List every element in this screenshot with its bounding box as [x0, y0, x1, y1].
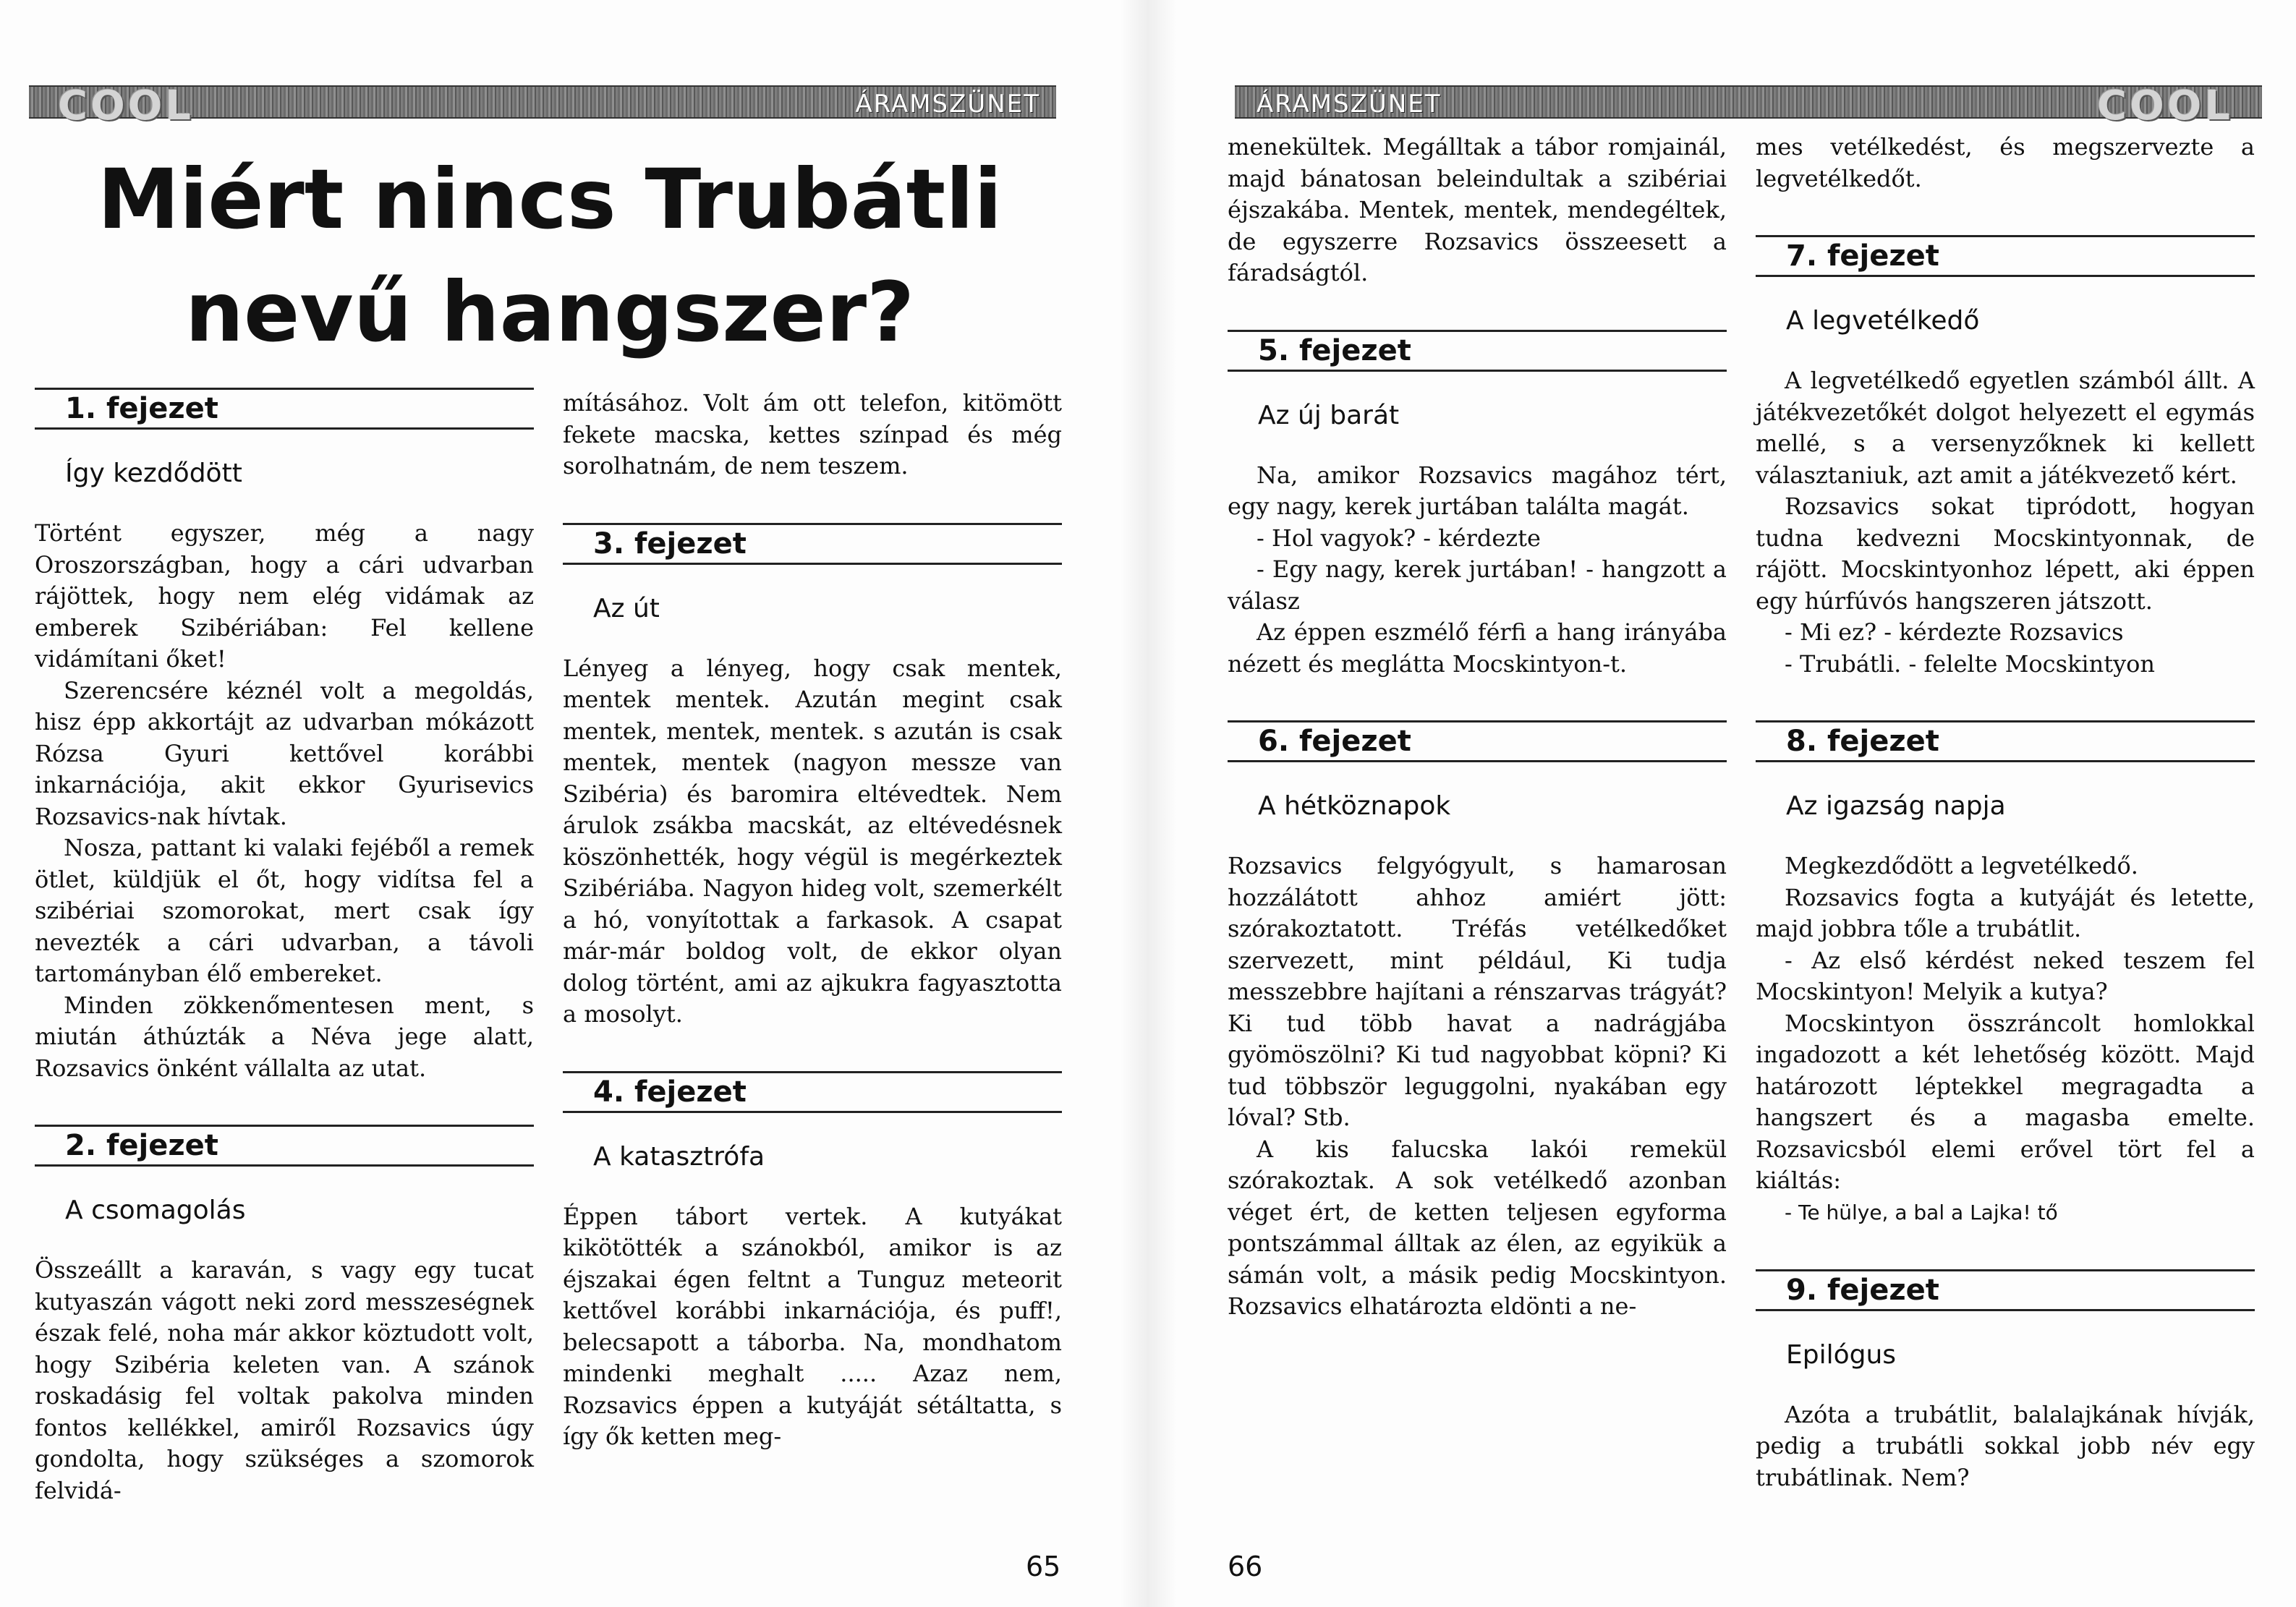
chapter-heading: 1. fejezet	[35, 388, 534, 430]
section-gap	[35, 1084, 534, 1125]
section-gap	[1756, 195, 2255, 235]
body-paragraph: Az éppen eszmélő férfi a hang irányába nézett és meglátta Mocskintyon-t.	[1228, 618, 1727, 678]
chapter-heading: 7. fejezet	[1756, 235, 2255, 277]
chapter-subtitle: A katasztrófa	[593, 1141, 765, 1172]
body-paragraph: A legvetélkedő egyetlen számból állt. A játékvezetőkét dolgot helyezett el egymás mellé, s a versenyzőknek ki kellett választaniuk, azt amit a játékvezető kért.	[1756, 367, 2255, 489]
chapter-heading: 5. fejezet	[1228, 330, 1727, 372]
chapter-subtitle: Epilógus	[1786, 1339, 1897, 1370]
body-paragraph: A kis falucska lakói remekül szórakoztak. A sok vetélkedő azonban véget ért, de ketten teljesen egyforma pontszámmal álltak az élen, az egyikük a sámán volt, a másik pedig Mocskintyon. Rozsavics elhatározta eldönti a ne-	[1228, 1135, 1727, 1320]
body-paragraph: Azóta a trubátlit, balalajkának hívják, pedig a trubátli sokkal jobb név egy trubátlinak. Nem?	[1756, 1400, 2255, 1491]
chapter-subtitle: A csomagolás	[65, 1195, 246, 1225]
page-number: 66	[1228, 1551, 1263, 1582]
section-gap	[1756, 1229, 2255, 1269]
magazine-logo: COOL	[58, 82, 194, 129]
section-gap	[563, 482, 1062, 523]
text-column	[1228, 132, 1727, 1323]
section-gap	[1228, 289, 1727, 330]
body-paragraph: mes vetélkedést, és megszervezte a legvetélkedőt.	[1756, 133, 2255, 192]
body-paragraph: Éppen tábort vertek. A kutyákat kikötötték a szánokból, amikor is az éjszakai égen feltnt a Tunguz meteorit kettővel korábbi inkarnációja, és puff!, belecsapott a táborba. Na, mondhatom mindenki meghalt ..... Azaz nem, Rozsavics éppen a kutyáját sétáltatta, s így ők ketten meg-	[563, 1202, 1062, 1450]
chapter-heading: 2. fejezet	[35, 1125, 534, 1167]
body-paragraph: Mocskintyon összráncolt homlokkal ingadozott a két lehetőség között. Majd határozott léptekkel megragadta a hangszert és a magasba emelte. Rozsavicsból elemi erővel tört fel a kiáltás:	[1756, 1009, 2255, 1194]
right-page	[1148, 0, 2296, 1607]
body-paragraph: Rozsavics fogta a kutyáját és letette, majd jobbra tőle a trubátlit.	[1756, 883, 2255, 942]
body-paragraph: Minden zökkenőmentesen ment, s miután áthúzták a Néva jege alatt, Rozsavics önként vállalta az utat.	[35, 991, 534, 1082]
page-header-bar	[29, 82, 1056, 129]
article-title-line-2: nevű hangszer?	[184, 264, 915, 360]
page-number: 65	[1026, 1551, 1061, 1582]
body-paragraph: - Mi ez? - kérdezte Rozsavics	[1785, 618, 2124, 646]
chapter-heading: 9. fejezet	[1756, 1269, 2255, 1311]
section-gap	[1756, 680, 2255, 720]
body-paragraph: Lényeg a lényeg, hogy csak mentek, mentek mentek. Azután megint csak mentek, mentek, mentek. s azután is csak mentek, mentek (nagyon messze van Szibéria) és baromira eltévedtek. Nem árulok zsákba macskát, az eltévedésnek köszönhették, hogy végül is megérkeztek Szibériába. Nagyon hideg volt, szemerkélt a hó, vonyítottak a farkasok. A csapat már-már boldog volt, de ekkor olyan dolog történt, ami az ajkukra fagyasztotta a mosolyt.	[563, 654, 1062, 1028]
chapter-subtitle: Így kezdődött	[65, 459, 242, 488]
text-column	[563, 388, 1062, 1453]
body-paragraph: - Te hülye, a bal a Lajka! tő	[1785, 1200, 2058, 1224]
body-paragraph: Rozsavics sokat tipródott, hogyan tudna kedvezni Mocskintyonnak, de rájött. Mocskintyonhoz lépett, aki éppen egy húrfúvós hangszeren játszott.	[1756, 493, 2255, 615]
chapter-subtitle: A legvetélkedő	[1786, 306, 1980, 336]
binding-shadow	[1148, 0, 1177, 1607]
chapter-subtitle: A hétköznapok	[1258, 791, 1451, 821]
chapter-subtitle: Az új barát	[1258, 400, 1400, 430]
body-paragraph: Szerencsére kéznél volt a megoldás, hisz épp akkortájt az udvarban mókázott Rózsa Gyuri kettővel korábbi inkarnációja, akit ekkor Gyurisevics Rozsavics-nak hívtak.	[35, 676, 534, 830]
text-column	[35, 388, 534, 1506]
body-paragraph: - Az első kérdést neked teszem fel Mocskintyon! Melyik a kutya?	[1756, 946, 2255, 1005]
chapter-heading: 4. fejezet	[563, 1071, 1062, 1113]
text-column	[1756, 132, 2255, 1493]
body-paragraph: - Egy nagy, kerek jurtában! - hangzott a válasz	[1228, 555, 1727, 615]
body-paragraph: Rozsavics felgyógyult, s hamarosan hozzálátott ahhoz amiért jött: szórakoztatott. Tréfás vetélkedőket szervezett, mint például, Ki tudja messzebbre hajítani a rénszarvas trágyát? Ki tud több havat a nadrágjába gyömöszölni? Ki tud nagyobbat köpni? Ki tud többször leguggolni, nyakában egy lóval? Stb.	[1228, 852, 1727, 1131]
body-paragraph: mításához. Volt ám ott telefon, kitömött fekete macska, kettes színpad és még sorolhatnám, de nem teszem.	[563, 389, 1062, 479]
binding-shadow	[1119, 0, 1148, 1607]
article-title	[43, 143, 1056, 369]
section-title: ÁRAMSZÜNET	[1257, 90, 1442, 119]
body-paragraph: Na, amikor Rozsavics magához tért, egy nagy, kerek jurtában találta magát.	[1228, 461, 1727, 520]
chapter-subtitle: Az igazság napja	[1786, 791, 2006, 821]
magazine-logo: COOL	[2097, 82, 2233, 129]
body-paragraph: Összeállt a karaván, s vagy egy tucat kutyaszán vágott neki zord messzeségnek észak felé, noha már akkor köztudott volt, hogy Szibéria keleten van. A szánok roskadásig fel voltak pakolva minden fontos kellékkel, amiről Rozsavics úgy gondolta, hogy szükséges a szomorok felvidá-	[35, 1256, 534, 1504]
chapter-heading: 6. fejezet	[1228, 720, 1727, 762]
body-paragraph: menekültek. Megálltak a tábor romjainál, majd bánatosan beleindultak a szibériai éjszakába. Mentek, mentek, mendegéltek, de egyszerre Rozsavics összeesett a fáradságtól.	[1228, 133, 1727, 286]
page-header-bar	[1235, 82, 2262, 129]
section-gap	[563, 1031, 1062, 1071]
chapter-heading: 3. fejezet	[563, 523, 1062, 565]
section-gap	[1228, 680, 1727, 720]
body-paragraph: - Trubátli. - felelte Mocskintyon	[1785, 649, 2156, 678]
body-paragraph: Megkezdődött a legvetélkedő.	[1785, 852, 2138, 879]
article-title-line-1: Miért nincs Trubátli	[97, 151, 1003, 247]
chapter-heading: 8. fejezet	[1756, 720, 2255, 762]
section-title: ÁRAMSZÜNET	[855, 90, 1040, 119]
chapter-subtitle: Az út	[593, 593, 660, 623]
body-paragraph: Történt egyszer, még a nagy Oroszországban, hogy a cári udvarban rájöttek, hogy nem elég vidámak az emberek Szibériában: Fel kellene vidámítani őket!	[35, 519, 534, 673]
body-paragraph: Nosza, pattant ki valaki fejéből a remek ötlet, küldjük el őt, hogy vidítsa fel a szibériai szomorokat, mert csak így nevezték a cári udvarban, a távoli tartományban élő embereket.	[35, 834, 534, 987]
body-paragraph: - Hol vagyok? - kérdezte	[1257, 524, 1541, 552]
